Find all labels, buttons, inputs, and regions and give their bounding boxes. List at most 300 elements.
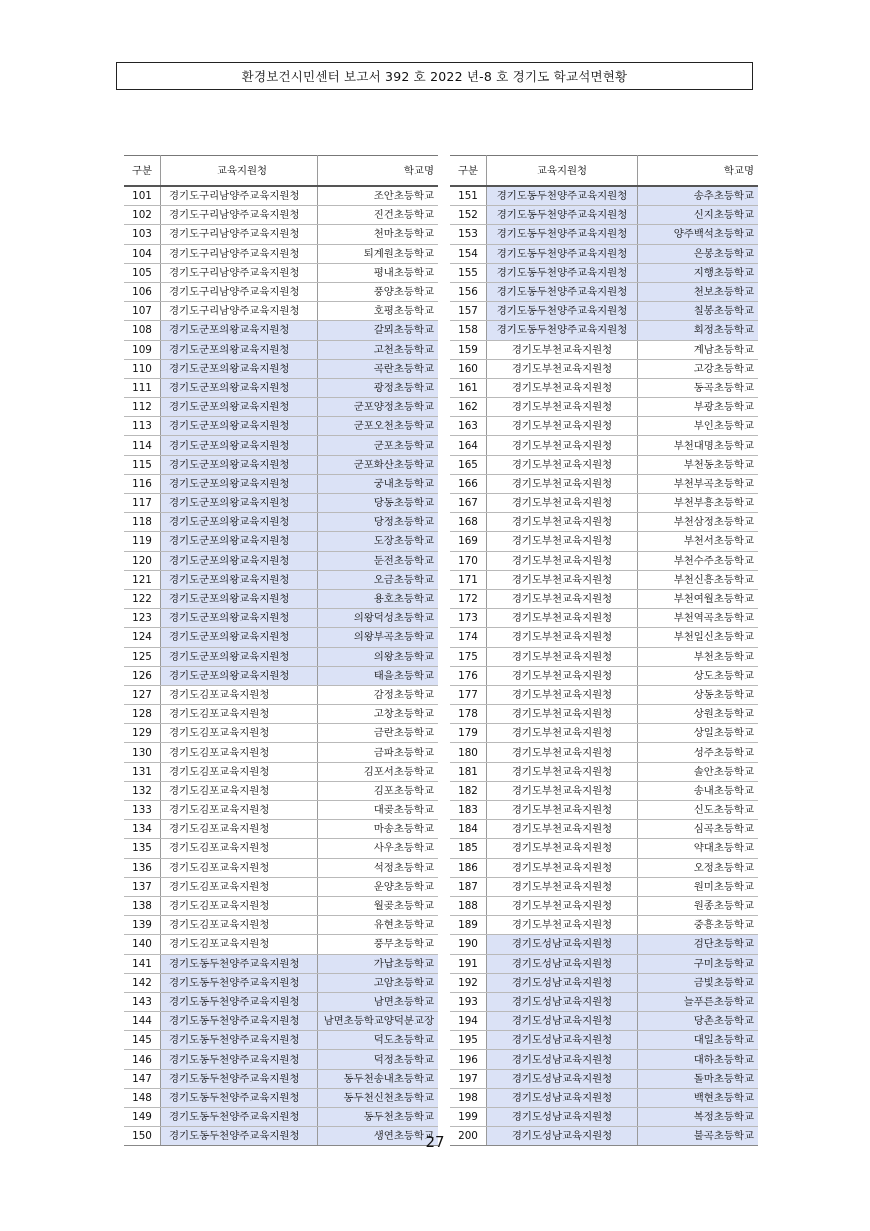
table-row xyxy=(450,820,758,839)
table-row xyxy=(124,302,438,321)
row-school: 대하초등학교 xyxy=(638,1050,759,1069)
row-office: 경기도구리남양주교육지원청 xyxy=(161,206,318,225)
row-office: 경기도성남교육지원청 xyxy=(487,1108,638,1127)
row-school: 조안초등학교 xyxy=(318,186,439,206)
row-school: 풍양초등학교 xyxy=(318,282,439,301)
table-row xyxy=(124,858,438,877)
row-office: 경기도동두천양주교육지원청 xyxy=(487,244,638,263)
row-office: 경기도동두천양주교육지원청 xyxy=(161,992,318,1011)
row-school: 백현초등학교 xyxy=(638,1088,759,1107)
row-office: 경기도동두천양주교육지원청 xyxy=(161,1031,318,1050)
row-school: 심곡초등학교 xyxy=(638,820,759,839)
table-row xyxy=(124,724,438,743)
row-number: 119 xyxy=(124,532,161,551)
row-number: 167 xyxy=(450,494,487,513)
row-number: 176 xyxy=(450,666,487,685)
row-school: 은봉초등학교 xyxy=(638,244,759,263)
table-row xyxy=(124,839,438,858)
row-number: 129 xyxy=(124,724,161,743)
row-number: 168 xyxy=(450,513,487,532)
row-school: 생연초등학교 xyxy=(318,1127,439,1146)
table-body-right xyxy=(450,186,758,1146)
row-number: 149 xyxy=(124,1108,161,1127)
row-office: 경기도군포의왕교육지원청 xyxy=(161,513,318,532)
row-number: 187 xyxy=(450,877,487,896)
table-row xyxy=(450,321,758,340)
row-office: 경기도부천교육지원청 xyxy=(487,781,638,800)
table-row xyxy=(124,609,438,628)
row-office: 경기도군포의왕교육지원청 xyxy=(161,474,318,493)
row-office: 경기도김포교육지원청 xyxy=(161,839,318,858)
table-row xyxy=(124,474,438,493)
row-office: 경기도부천교육지원청 xyxy=(487,532,638,551)
row-office: 경기도김포교육지원청 xyxy=(161,896,318,915)
table-row xyxy=(124,359,438,378)
row-number: 126 xyxy=(124,666,161,685)
row-number: 151 xyxy=(450,186,487,206)
row-office: 경기도동두천양주교육지원청 xyxy=(487,225,638,244)
row-office: 경기도부천교육지원청 xyxy=(487,820,638,839)
row-school: 고창초등학교 xyxy=(318,705,439,724)
row-number: 103 xyxy=(124,225,161,244)
table-row xyxy=(450,666,758,685)
row-office: 경기도동두천양주교육지원청 xyxy=(487,206,638,225)
row-office: 경기도부천교육지원청 xyxy=(487,570,638,589)
row-office: 경기도군포의왕교육지원청 xyxy=(161,436,318,455)
row-number: 132 xyxy=(124,781,161,800)
table-row xyxy=(124,820,438,839)
row-office: 경기도성남교육지원청 xyxy=(487,973,638,992)
table-row xyxy=(124,647,438,666)
row-school: 부인초등학교 xyxy=(638,417,759,436)
row-number: 124 xyxy=(124,628,161,647)
row-number: 169 xyxy=(450,532,487,551)
table-row xyxy=(450,1069,758,1088)
row-number: 109 xyxy=(124,340,161,359)
row-school: 군포화산초등학교 xyxy=(318,455,439,474)
row-office: 경기도성남교육지원청 xyxy=(487,1088,638,1107)
table-row xyxy=(450,494,758,513)
row-office: 경기도김포교육지원청 xyxy=(161,858,318,877)
row-school: 약대초등학교 xyxy=(638,839,759,858)
table-row xyxy=(124,206,438,225)
row-school: 유현초등학교 xyxy=(318,916,439,935)
table-row xyxy=(450,1050,758,1069)
row-school: 원미초등학교 xyxy=(638,877,759,896)
row-school: 부천서초등학교 xyxy=(638,532,759,551)
column-header-no: 구분 xyxy=(450,156,487,187)
row-school: 송추초등학교 xyxy=(638,186,759,206)
row-number: 158 xyxy=(450,321,487,340)
row-school: 월곶초등학교 xyxy=(318,896,439,915)
row-office: 경기도김포교육지원청 xyxy=(161,685,318,704)
row-office: 경기도부천교육지원청 xyxy=(487,724,638,743)
row-number: 166 xyxy=(450,474,487,493)
table-row xyxy=(124,436,438,455)
row-office: 경기도부천교육지원청 xyxy=(487,916,638,935)
table-row xyxy=(450,455,758,474)
row-office: 경기도부천교육지원청 xyxy=(487,359,638,378)
table-row xyxy=(450,225,758,244)
table-row xyxy=(450,1012,758,1031)
row-office: 경기도동두천양주교육지원청 xyxy=(487,263,638,282)
row-office: 경기도동두천양주교육지원청 xyxy=(161,1050,318,1069)
row-school: 오금초등학교 xyxy=(318,570,439,589)
row-school: 불곡초등학교 xyxy=(638,1127,759,1146)
row-number: 186 xyxy=(450,858,487,877)
row-number: 104 xyxy=(124,244,161,263)
row-school: 부천삼정초등학교 xyxy=(638,513,759,532)
row-number: 128 xyxy=(124,705,161,724)
row-school: 김포초등학교 xyxy=(318,781,439,800)
table-body-left xyxy=(124,186,438,1146)
row-office: 경기도군포의왕교육지원청 xyxy=(161,609,318,628)
row-school: 덕도초등학교 xyxy=(318,1031,439,1050)
row-school: 감정초등학교 xyxy=(318,685,439,704)
row-number: 199 xyxy=(450,1108,487,1127)
row-school: 대일초등학교 xyxy=(638,1031,759,1050)
row-number: 125 xyxy=(124,647,161,666)
table-row xyxy=(450,186,758,206)
row-number: 161 xyxy=(450,378,487,397)
row-number: 137 xyxy=(124,877,161,896)
row-number: 102 xyxy=(124,206,161,225)
school-table-left xyxy=(124,155,438,1146)
row-office: 경기도부천교육지원청 xyxy=(487,551,638,570)
row-number: 133 xyxy=(124,801,161,820)
row-number: 185 xyxy=(450,839,487,858)
table-row xyxy=(450,973,758,992)
row-school: 둔전초등학교 xyxy=(318,551,439,570)
row-office: 경기도군포의왕교육지원청 xyxy=(161,647,318,666)
row-office: 경기도부천교육지원청 xyxy=(487,705,638,724)
row-number: 190 xyxy=(450,935,487,954)
row-office: 경기도김포교육지원청 xyxy=(161,820,318,839)
row-office: 경기도동두천양주교육지원청 xyxy=(161,1012,318,1031)
row-number: 181 xyxy=(450,762,487,781)
row-office: 경기도동두천양주교육지원청 xyxy=(161,973,318,992)
row-school: 동두천신천초등학교 xyxy=(318,1088,439,1107)
table-row xyxy=(450,570,758,589)
row-school: 고강초등학교 xyxy=(638,359,759,378)
table-row xyxy=(450,647,758,666)
row-office: 경기도부천교육지원청 xyxy=(487,896,638,915)
row-office: 경기도김포교육지원청 xyxy=(161,916,318,935)
row-office: 경기도군포의왕교육지원청 xyxy=(161,589,318,608)
row-number: 114 xyxy=(124,436,161,455)
row-office: 경기도부천교육지원청 xyxy=(487,628,638,647)
table-row xyxy=(124,801,438,820)
row-number: 175 xyxy=(450,647,487,666)
row-office: 경기도군포의왕교육지원청 xyxy=(161,321,318,340)
row-school: 천마초등학교 xyxy=(318,225,439,244)
row-school: 사우초등학교 xyxy=(318,839,439,858)
row-school: 상도초등학교 xyxy=(638,666,759,685)
row-school: 갈뫼초등학교 xyxy=(318,321,439,340)
row-school: 상일초등학교 xyxy=(638,724,759,743)
row-number: 138 xyxy=(124,896,161,915)
row-office: 경기도부천교육지원청 xyxy=(487,762,638,781)
row-office: 경기도구리남양주교육지원청 xyxy=(161,263,318,282)
row-office: 경기도동두천양주교육지원청 xyxy=(487,321,638,340)
row-school: 중흥초등학교 xyxy=(638,916,759,935)
row-school: 진건초등학교 xyxy=(318,206,439,225)
row-number: 188 xyxy=(450,896,487,915)
row-office: 경기도부천교육지원청 xyxy=(487,398,638,417)
row-school: 군포오천초등학교 xyxy=(318,417,439,436)
row-school: 부천여월초등학교 xyxy=(638,589,759,608)
table-row xyxy=(450,206,758,225)
row-number: 196 xyxy=(450,1050,487,1069)
table-row xyxy=(450,935,758,954)
row-office: 경기도군포의왕교육지원청 xyxy=(161,494,318,513)
table-row xyxy=(124,282,438,301)
row-number: 171 xyxy=(450,570,487,589)
row-office: 경기도성남교육지원청 xyxy=(487,1031,638,1050)
table-row xyxy=(450,743,758,762)
row-number: 198 xyxy=(450,1088,487,1107)
table-row xyxy=(124,916,438,935)
row-office: 경기도구리남양주교육지원청 xyxy=(161,302,318,321)
table-row xyxy=(124,570,438,589)
row-number: 113 xyxy=(124,417,161,436)
row-school: 송내초등학교 xyxy=(638,781,759,800)
table-row xyxy=(124,1012,438,1031)
report-title: 환경보건시민센터 보고서 392 호 2022 년-8 호 경기도 학교석면현황 xyxy=(241,69,628,84)
row-office: 경기도김포교육지원청 xyxy=(161,705,318,724)
row-office: 경기도구리남양주교육지원청 xyxy=(161,244,318,263)
table-row xyxy=(124,973,438,992)
row-office: 경기도동두천양주교육지원청 xyxy=(161,1108,318,1127)
row-school: 부천수주초등학교 xyxy=(638,551,759,570)
row-office: 경기도김포교육지원청 xyxy=(161,724,318,743)
row-number: 189 xyxy=(450,916,487,935)
row-school: 부천대명초등학교 xyxy=(638,436,759,455)
row-number: 178 xyxy=(450,705,487,724)
table-row xyxy=(450,858,758,877)
row-school: 신도초등학교 xyxy=(638,801,759,820)
table-row xyxy=(124,494,438,513)
row-number: 117 xyxy=(124,494,161,513)
row-office: 경기도성남교육지원청 xyxy=(487,1050,638,1069)
row-school: 퇴계원초등학교 xyxy=(318,244,439,263)
column-header-office: 교육지원청 xyxy=(487,156,638,187)
row-school: 대곶초등학교 xyxy=(318,801,439,820)
row-school: 운양초등학교 xyxy=(318,877,439,896)
row-school: 상동초등학교 xyxy=(638,685,759,704)
table-row xyxy=(124,666,438,685)
table-row xyxy=(124,398,438,417)
row-office: 경기도군포의왕교육지원청 xyxy=(161,378,318,397)
row-school: 동두천송내초등학교 xyxy=(318,1069,439,1088)
row-office: 경기도김포교육지원청 xyxy=(161,801,318,820)
row-number: 191 xyxy=(450,954,487,973)
row-number: 163 xyxy=(450,417,487,436)
table-row xyxy=(124,705,438,724)
row-office: 경기도동두천양주교육지원청 xyxy=(161,1069,318,1088)
row-office: 경기도군포의왕교육지원청 xyxy=(161,417,318,436)
row-number: 193 xyxy=(450,992,487,1011)
row-office: 경기도동두천양주교육지원청 xyxy=(161,954,318,973)
row-number: 105 xyxy=(124,263,161,282)
row-number: 165 xyxy=(450,455,487,474)
row-office: 경기도동두천양주교육지원청 xyxy=(487,282,638,301)
table-row xyxy=(450,1088,758,1107)
row-school: 검단초등학교 xyxy=(638,935,759,954)
table-row xyxy=(450,551,758,570)
row-number: 108 xyxy=(124,321,161,340)
table-row xyxy=(450,244,758,263)
table-row xyxy=(450,992,758,1011)
row-school: 고암초등학교 xyxy=(318,973,439,992)
row-office: 경기도군포의왕교육지원청 xyxy=(161,666,318,685)
row-office: 경기도성남교육지원청 xyxy=(487,992,638,1011)
row-school: 천보초등학교 xyxy=(638,282,759,301)
table-row xyxy=(124,1069,438,1088)
row-office: 경기도동두천양주교육지원청 xyxy=(161,1088,318,1107)
row-school: 동곡초등학교 xyxy=(638,378,759,397)
row-office: 경기도군포의왕교육지원청 xyxy=(161,455,318,474)
row-number: 120 xyxy=(124,551,161,570)
row-school: 마송초등학교 xyxy=(318,820,439,839)
row-number: 197 xyxy=(450,1069,487,1088)
table-row xyxy=(124,1108,438,1127)
row-number: 139 xyxy=(124,916,161,935)
table-row xyxy=(124,225,438,244)
row-office: 경기도부천교육지원청 xyxy=(487,858,638,877)
table-row xyxy=(124,1088,438,1107)
row-number: 164 xyxy=(450,436,487,455)
row-office: 경기도동두천양주교육지원청 xyxy=(487,302,638,321)
row-office: 경기도구리남양주교육지원청 xyxy=(161,282,318,301)
row-office: 경기도부천교육지원청 xyxy=(487,436,638,455)
row-number: 179 xyxy=(450,724,487,743)
table-row xyxy=(124,1050,438,1069)
row-office: 경기도부천교육지원청 xyxy=(487,474,638,493)
row-office: 경기도군포의왕교육지원청 xyxy=(161,359,318,378)
row-school: 동두천초등학교 xyxy=(318,1108,439,1127)
row-number: 123 xyxy=(124,609,161,628)
row-number: 147 xyxy=(124,1069,161,1088)
row-number: 107 xyxy=(124,302,161,321)
row-number: 183 xyxy=(450,801,487,820)
row-school: 김포서초등학교 xyxy=(318,762,439,781)
row-number: 143 xyxy=(124,992,161,1011)
table-header-row xyxy=(124,156,438,187)
row-office: 경기도군포의왕교육지원청 xyxy=(161,340,318,359)
row-number: 194 xyxy=(450,1012,487,1031)
row-office: 경기도부천교육지원청 xyxy=(487,455,638,474)
row-school: 당동초등학교 xyxy=(318,494,439,513)
row-school: 구미초등학교 xyxy=(638,954,759,973)
table-row xyxy=(124,455,438,474)
row-number: 110 xyxy=(124,359,161,378)
row-school: 오정초등학교 xyxy=(638,858,759,877)
row-number: 180 xyxy=(450,743,487,762)
row-school: 의왕초등학교 xyxy=(318,647,439,666)
row-number: 136 xyxy=(124,858,161,877)
table-row xyxy=(124,532,438,551)
table-row xyxy=(450,896,758,915)
row-school: 금빛초등학교 xyxy=(638,973,759,992)
row-school: 회정초등학교 xyxy=(638,321,759,340)
row-office: 경기도김포교육지원청 xyxy=(161,877,318,896)
row-school: 상원초등학교 xyxy=(638,705,759,724)
row-school: 신지초등학교 xyxy=(638,206,759,225)
row-school: 호평초등학교 xyxy=(318,302,439,321)
table-row xyxy=(450,417,758,436)
table-row xyxy=(450,801,758,820)
table-row xyxy=(450,685,758,704)
row-number: 155 xyxy=(450,263,487,282)
table-row xyxy=(124,762,438,781)
row-school: 부광초등학교 xyxy=(638,398,759,417)
row-office: 경기도구리남양주교육지원청 xyxy=(161,225,318,244)
row-office: 경기도동두천양주교육지원청 xyxy=(487,186,638,206)
row-number: 130 xyxy=(124,743,161,762)
row-number: 150 xyxy=(124,1127,161,1146)
row-school: 광정초등학교 xyxy=(318,378,439,397)
row-school: 칠봉초등학교 xyxy=(638,302,759,321)
table-row xyxy=(124,589,438,608)
table-row xyxy=(450,954,758,973)
row-office: 경기도성남교육지원청 xyxy=(487,1127,638,1146)
row-school: 양주백석초등학교 xyxy=(638,225,759,244)
table-row xyxy=(124,935,438,954)
row-school: 부천일신초등학교 xyxy=(638,628,759,647)
row-office: 경기도부천교육지원청 xyxy=(487,666,638,685)
row-office: 경기도김포교육지원청 xyxy=(161,743,318,762)
row-number: 162 xyxy=(450,398,487,417)
row-office: 경기도군포의왕교육지원청 xyxy=(161,570,318,589)
table-row xyxy=(450,916,758,935)
row-number: 121 xyxy=(124,570,161,589)
row-school: 곡란초등학교 xyxy=(318,359,439,378)
row-school: 평내초등학교 xyxy=(318,263,439,282)
row-office: 경기도부천교육지원청 xyxy=(487,609,638,628)
row-number: 174 xyxy=(450,628,487,647)
row-office: 경기도김포교육지원청 xyxy=(161,935,318,954)
table-row xyxy=(450,359,758,378)
row-office: 경기도성남교육지원청 xyxy=(487,935,638,954)
table-row xyxy=(450,609,758,628)
table-row xyxy=(450,1031,758,1050)
row-school: 부천신흥초등학교 xyxy=(638,570,759,589)
table-row xyxy=(124,513,438,532)
row-number: 122 xyxy=(124,589,161,608)
row-number: 177 xyxy=(450,685,487,704)
table-row xyxy=(450,877,758,896)
row-school: 돌마초등학교 xyxy=(638,1069,759,1088)
table-row xyxy=(124,896,438,915)
row-office: 경기도성남교육지원청 xyxy=(487,1012,638,1031)
row-number: 144 xyxy=(124,1012,161,1031)
row-office: 경기도부천교육지원청 xyxy=(487,417,638,436)
row-school: 금파초등학교 xyxy=(318,743,439,762)
row-office: 경기도군포의왕교육지원청 xyxy=(161,532,318,551)
table-row xyxy=(450,474,758,493)
row-number: 134 xyxy=(124,820,161,839)
row-office: 경기도부천교육지원청 xyxy=(487,801,638,820)
row-office: 경기도부천교육지원청 xyxy=(487,494,638,513)
row-school: 당촌초등학교 xyxy=(638,1012,759,1031)
table-row xyxy=(124,551,438,570)
row-school: 부천부흥초등학교 xyxy=(638,494,759,513)
row-number: 156 xyxy=(450,282,487,301)
row-school: 도장초등학교 xyxy=(318,532,439,551)
row-school: 풍무초등학교 xyxy=(318,935,439,954)
row-number: 146 xyxy=(124,1050,161,1069)
